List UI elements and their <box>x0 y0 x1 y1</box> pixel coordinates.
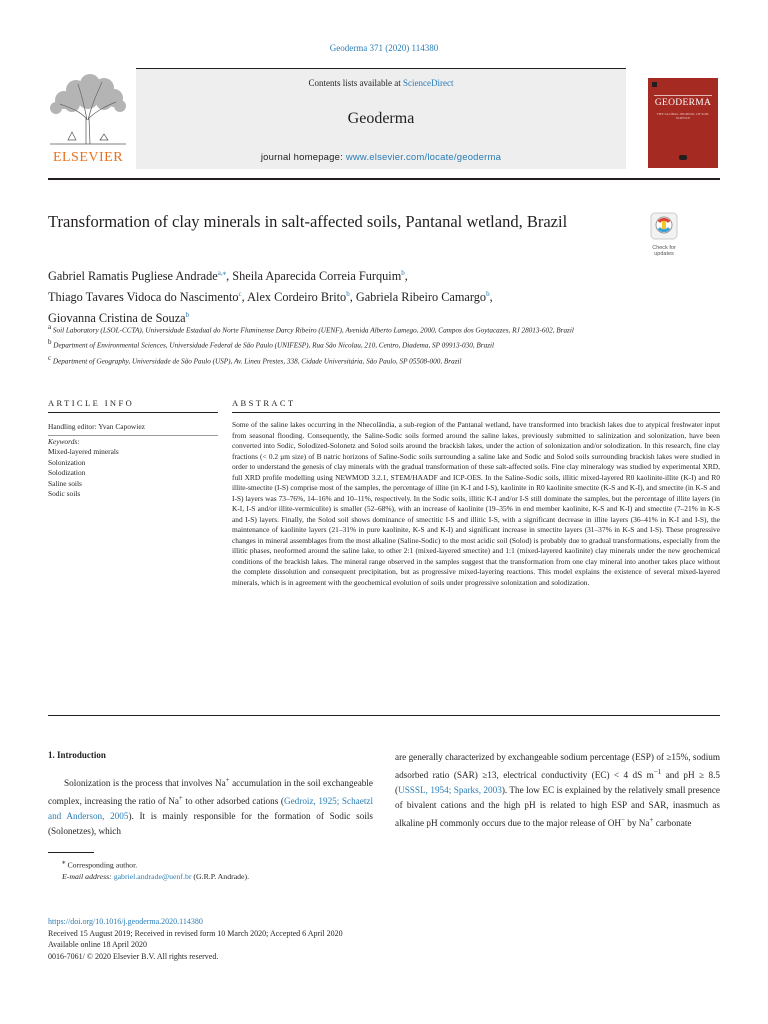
affiliation-a <box>48 322 648 335</box>
check-for-updates-badge[interactable] <box>648 212 680 257</box>
keyword: Mixed-layered minerals <box>48 447 119 456</box>
affiliation-text: Soil Laboratory (LSOL-CCTA), Universidade Estadual do Norte Fluminense Darcy Ribeiro (UENF), Avenida Alberto Lamego, 2000, Campos dos Goytacazes, RJ 28013-602, Brazil <box>52 326 574 335</box>
abstract-rule <box>232 412 720 413</box>
journal-name: Geoderma <box>347 110 415 127</box>
doi-link[interactable]: https://doi.org/10.1016/j.geoderma.2020.114380 <box>48 917 203 926</box>
intro-text: carbonate <box>653 818 692 829</box>
sciencedirect-link[interactable]: ScienceDirect <box>403 78 454 88</box>
corresponding-author-note <box>62 857 462 871</box>
cover-rule <box>654 95 712 96</box>
tree-icon <box>48 74 128 146</box>
cover-emblem <box>679 155 687 160</box>
superscript: + <box>649 816 654 825</box>
article-info-heading: ARTICLE INFO <box>48 398 135 408</box>
publication-info <box>48 916 548 962</box>
journal-citation[interactable]: Geoderma 371 (2020) 114380 <box>329 43 439 53</box>
email-link[interactable]: gabriel.andrade@uenf.br <box>113 871 192 881</box>
author-name: Gabriel Ramatis Pugliese Andrade <box>48 269 218 284</box>
header-divider <box>48 178 720 180</box>
author-affiliation-mark[interactable]: b <box>401 269 405 277</box>
author-affiliation-mark[interactable]: c <box>238 290 242 299</box>
author[interactable] <box>232 269 408 283</box>
introduction-left-column <box>48 773 373 839</box>
keywords-label: Keywords: <box>48 436 80 446</box>
article-info-subrule <box>48 435 218 436</box>
footnote-mark: ⁎ <box>62 858 66 866</box>
contents-prefix: Contents lists available at <box>308 78 403 88</box>
affiliation-c <box>48 353 648 366</box>
superscript: + <box>178 794 183 803</box>
keyword: Solodization <box>48 468 86 477</box>
superscript: −1 <box>653 768 662 776</box>
author-name: Gabriela Ribeiro Camargo <box>355 290 487 305</box>
article-title: Transformation of clay minerals in salt-affected soils, Pantanal wetland, Brazil <box>48 212 568 231</box>
superscript: − <box>621 816 625 825</box>
author-name: Giovanna Cristina de Souza <box>48 311 186 326</box>
introduction-heading: 1. Introduction <box>48 750 106 760</box>
author-affiliation-mark[interactable]: b <box>185 311 190 320</box>
affiliation-b <box>48 337 648 350</box>
author-name: Sheila Aparecida Correia Furquim <box>232 269 402 284</box>
affiliation-text: Department of Geography, Universidade de São Paulo (USP), Av. Lineu Prestes, 338, Cidade Universitária, São Paulo, SP 05508-000, Brazil <box>52 357 462 366</box>
citation-link[interactable]: USSSL, 1954; Sparks, 2003 <box>398 785 502 796</box>
elsevier-logo[interactable] <box>48 74 128 168</box>
author[interactable] <box>48 290 247 304</box>
received-dates: Received 15 August 2019; Received in revised form 10 March 2020; Accepted 6 April 2020 <box>48 928 343 938</box>
article-info-rule <box>48 412 218 413</box>
handling-editor: Handling editor: Yvan Capowiez <box>48 422 145 431</box>
author[interactable] <box>48 269 232 283</box>
keyword: Sodic soils <box>48 489 81 498</box>
crossmark-icon <box>650 212 678 240</box>
homepage-line <box>136 152 626 163</box>
article-info <box>48 422 218 500</box>
author-affiliation-mark[interactable]: b <box>346 290 350 299</box>
affiliation-text: Department of Environmental Sciences, Universidade Federal de São Paulo (UNIFESP), Rua São Nicolau, 210, Centro, Diadema, SP 09913-030, Brazil <box>53 341 494 350</box>
journal-header <box>48 68 720 168</box>
author-separator: , <box>241 290 248 305</box>
intro-text: ). The low EC is explained by the relatively small presence of bivalent cations and the high pH is related to high ESP and SAR, inasmuch as alkaline pH commonly occurs due to the major release of OH <box>395 785 720 829</box>
email-line <box>62 871 462 882</box>
intro-text: by Na <box>625 818 650 829</box>
intro-text: Solonization is the process that involves Na <box>64 778 226 789</box>
footnotes <box>62 857 462 882</box>
email-suffix: (G.R.P. Andrade). <box>193 871 250 881</box>
footnote-rule <box>48 852 94 853</box>
affiliation-key: c <box>48 353 52 362</box>
copyright: 0016-7061/ © 2020 Elsevier B.V. All rights reserved. <box>48 951 219 961</box>
introduction-right-column <box>395 750 720 831</box>
author-affiliation-mark[interactable]: a,⁎ <box>217 269 227 277</box>
intro-text: to other adsorbed cations ( <box>182 796 284 807</box>
superscript: + <box>225 776 230 784</box>
cover-corner-mark <box>652 82 657 87</box>
abstract-heading: ABSTRACT <box>232 398 296 408</box>
intro-text: are generally characterized by exchangeable sodium percentage (ESP) of ≥15%, sodium adsorbed ratio (SAR) ≥13, electrical conductivity (EC) < 4 dS m <box>395 752 720 781</box>
elsevier-wordmark: ELSEVIER <box>52 150 124 165</box>
author-name: Thiago Tavares Vidoca do Nascimento <box>48 290 239 305</box>
author-affiliation-mark[interactable]: b <box>486 290 490 299</box>
affiliations <box>48 322 648 368</box>
cover-title: GEODERMA <box>654 98 712 108</box>
author-separator: , <box>226 269 233 284</box>
author[interactable] <box>356 290 493 304</box>
affiliation-key: a <box>48 323 52 331</box>
abstract-bottom-rule <box>48 715 720 716</box>
homepage-link[interactable]: www.elsevier.com/locate/geoderma <box>345 152 502 163</box>
homepage-prefix: journal homepage: <box>260 152 346 163</box>
abstract-text: Some of the saline lakes occurring in the Nhecolândia, a sub-region of the Pantanal wetland, have transformed into brackish lakes due to atypical freshwater input from seasonal flooding. Consequently, the Saline-Sodic soils formed around the saline lakes, previously submitted to salinization and solonization, have been converted into Sodic, Solodized-Solonetz and Solod soils around the brackish lakes, under the action of solonization and/or solodization. In this research, fine clay fractions (< 0.2 μm size) of B natric horizons of Saline-Sodic soils surrounding a saline lake and Sodic and Solod soils surrounding brackish lakes were studied in order to understand the genesis of clay minerals with the gradual transformation of these salt-affected soils. Fine clay mineralogy was studied by experimental XRD, full XRD profile modelling using NEWMOD 3.2.1, STEM/HAADF and ICP-OES. In the Saline-Sodic soils, illitic mixed-layered R0 kaolinite-illite (K-I) and R0 illite-smectite (I-S) comprise most of the samples, the percentage of illite (in K-I and I-S), kaolinite in R0 kaolinite smectite (K-S and K-I), and smectite (in K-S and I-S) layers was 73–76%, 14–16% and 10–11%, respectively. In the Sodic soils, illitic K-I and/or I-S still dominate the samples, but the percentage of illite layers (in K-I, I-S and/or illite-vermiculite) is smaller (52–68%), with an increase of kaolinite (19–35% in end member kaolinite, K-S and K-I) and smectite (7–21% in K-S and I-S) layers. Finally, the Solod soil shows dominance of smectitic I-S and illitic I-S, with a significant decrease in illite layers (36–41% in K-I and I-S), the maintenance of kaolinite layers (21–31% in pure kaolinite, K-S and K-I) and significant increase in smectite layers (31–37% in K-S and I-S). These progressive changes in mineral assemblages from the most alkaline (Saline-Sodic) to the most acidic soil (Solod) is probably due to gradual transformations, especially from the illitic phases, neoformed around the saline lake, to other 2:1 (mixed-layered smectite) and 1:1 (mixed-layered kaolinite) clay minerals under the new geochemical conditions of the brackish lakes. The mineral range observed in the samples suggest that the transformation from one clay mineral into another takes place without the complete dissolution and consequent precipitation, but as progressive mixed-layering reactions. This model explains the existence of several mixed-layered minerals, which is in agreement with the geochemical evolution of soils under progressive solonization and solodization. <box>232 420 720 587</box>
author[interactable] <box>247 290 356 304</box>
contents-line <box>136 78 626 88</box>
author-separator: , <box>489 290 493 305</box>
author-separator: , <box>349 290 356 305</box>
journal-cover[interactable] <box>648 78 718 168</box>
intro-text: and pH ≥ 8.5 ( <box>395 770 720 796</box>
crossmark-label: Check for updates <box>652 245 676 257</box>
author-name: Alex Cordeiro Brito <box>247 290 347 305</box>
cover-subtitle: THE GLOBAL JOURNAL OF SOIL SCIENCE <box>656 112 710 120</box>
email-label: E-mail address: <box>62 871 112 881</box>
corresponding-label: Corresponding author. <box>67 860 138 870</box>
keyword: Saline soils <box>48 478 82 488</box>
author-separator: , <box>404 269 408 284</box>
author-list <box>48 264 688 327</box>
citation-link[interactable]: Gedroiz, 1925; Schaetzl and Anderson, 2005 <box>48 796 374 822</box>
intro-text: ). It is mainly responsible for the formation of Sodic soils (Solonetzes), which <box>48 811 373 837</box>
keyword: Solonization <box>48 457 86 467</box>
journal-banner <box>136 68 626 169</box>
available-online: Available online 18 April 2020 <box>48 940 147 949</box>
affiliation-key: b <box>48 338 52 347</box>
intro-text: accumulation in the soil exchangeable complex, increasing the ratio of Na <box>48 778 373 807</box>
